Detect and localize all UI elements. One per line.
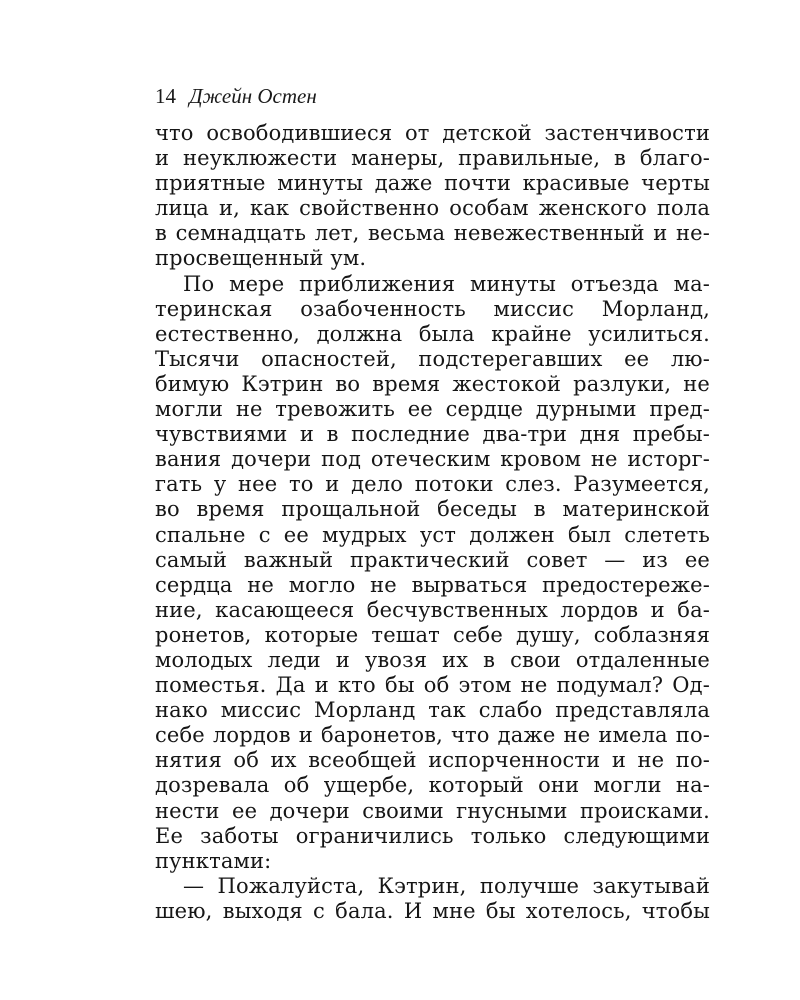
text-line: ронетов, которые тешат себе душу, соблазняя [155, 622, 710, 647]
text-line: поместья. Да и кто бы об этом не подумал? Од- [155, 673, 710, 698]
text-line: и неуклюжести манеры, правильные, в благо- [155, 146, 710, 171]
text-line: нятия об их всеобщей испорченности и не по- [155, 748, 710, 773]
text-line: ние, касающееся бесчувственных лордов и ба- [155, 597, 710, 622]
text-line: По мере приближения минуты отъезда ма- [183, 271, 710, 296]
text-line: самый важный практический совет — из ее [155, 547, 710, 572]
text-line: чувствиями и в последние два-три дня пребы- [155, 422, 710, 447]
text-line: шею, выходя с бала. И мне бы хотелось, чтобы [155, 898, 710, 923]
text-line: могли не тревожить ее сердце дурными пред- [155, 397, 710, 422]
text-line: что освободившиеся от детской застенчивости [155, 121, 710, 145]
body-text [155, 121, 710, 924]
text-line: вания дочери под отеческим кровом не исторг- [155, 447, 710, 472]
text-line: теринская озабоченность миссис Морланд, [155, 296, 710, 321]
text-line: нести ее дочери своими гнусными происками. [155, 798, 710, 823]
text-line: Ее заботы ограничились только следующими [155, 823, 710, 848]
text-line: просвещенный ум. [155, 246, 367, 271]
text-line: спальне с ее мудрых уст должен был слететь [155, 522, 710, 547]
text-line: в семнадцать лет, весьма невежественный и не- [155, 221, 710, 246]
text-line: естественно, должна была крайне усилиться. [155, 321, 710, 346]
running-head [155, 84, 317, 109]
text-line: — Пожалуйста, Кэтрин, получше закутывай [183, 873, 710, 898]
text-line: молодых леди и увозя их в свои отдаленные [155, 647, 710, 672]
text-line: дозревала об ущербе, который они могли на- [155, 773, 710, 798]
text-line: гать у нее то и дело потоки слез. Разумеется, [155, 472, 710, 497]
text-line: приятные минуты даже почти красивые черты [155, 171, 710, 196]
page-number: 14 [155, 84, 176, 108]
text-line: себе лордов и баронетов, что даже не имела по- [155, 723, 710, 748]
text-line: лица и, как свойственно особам женского пола [155, 196, 710, 221]
text-line: Тысячи опасностей, подстерегавших ее лю- [155, 346, 710, 371]
text-line: пунктами: [155, 848, 272, 873]
text-line: сердца не могло не вырваться предостереже- [155, 572, 710, 597]
text-line: во время прощальной беседы в материнской [155, 497, 710, 522]
text-line: нако миссис Морланд так слабо представляла [155, 698, 710, 723]
author-name: Джейн Остен [189, 84, 317, 108]
text-line: бимую Кэтрин во время жестокой разлуки, не [155, 371, 710, 396]
